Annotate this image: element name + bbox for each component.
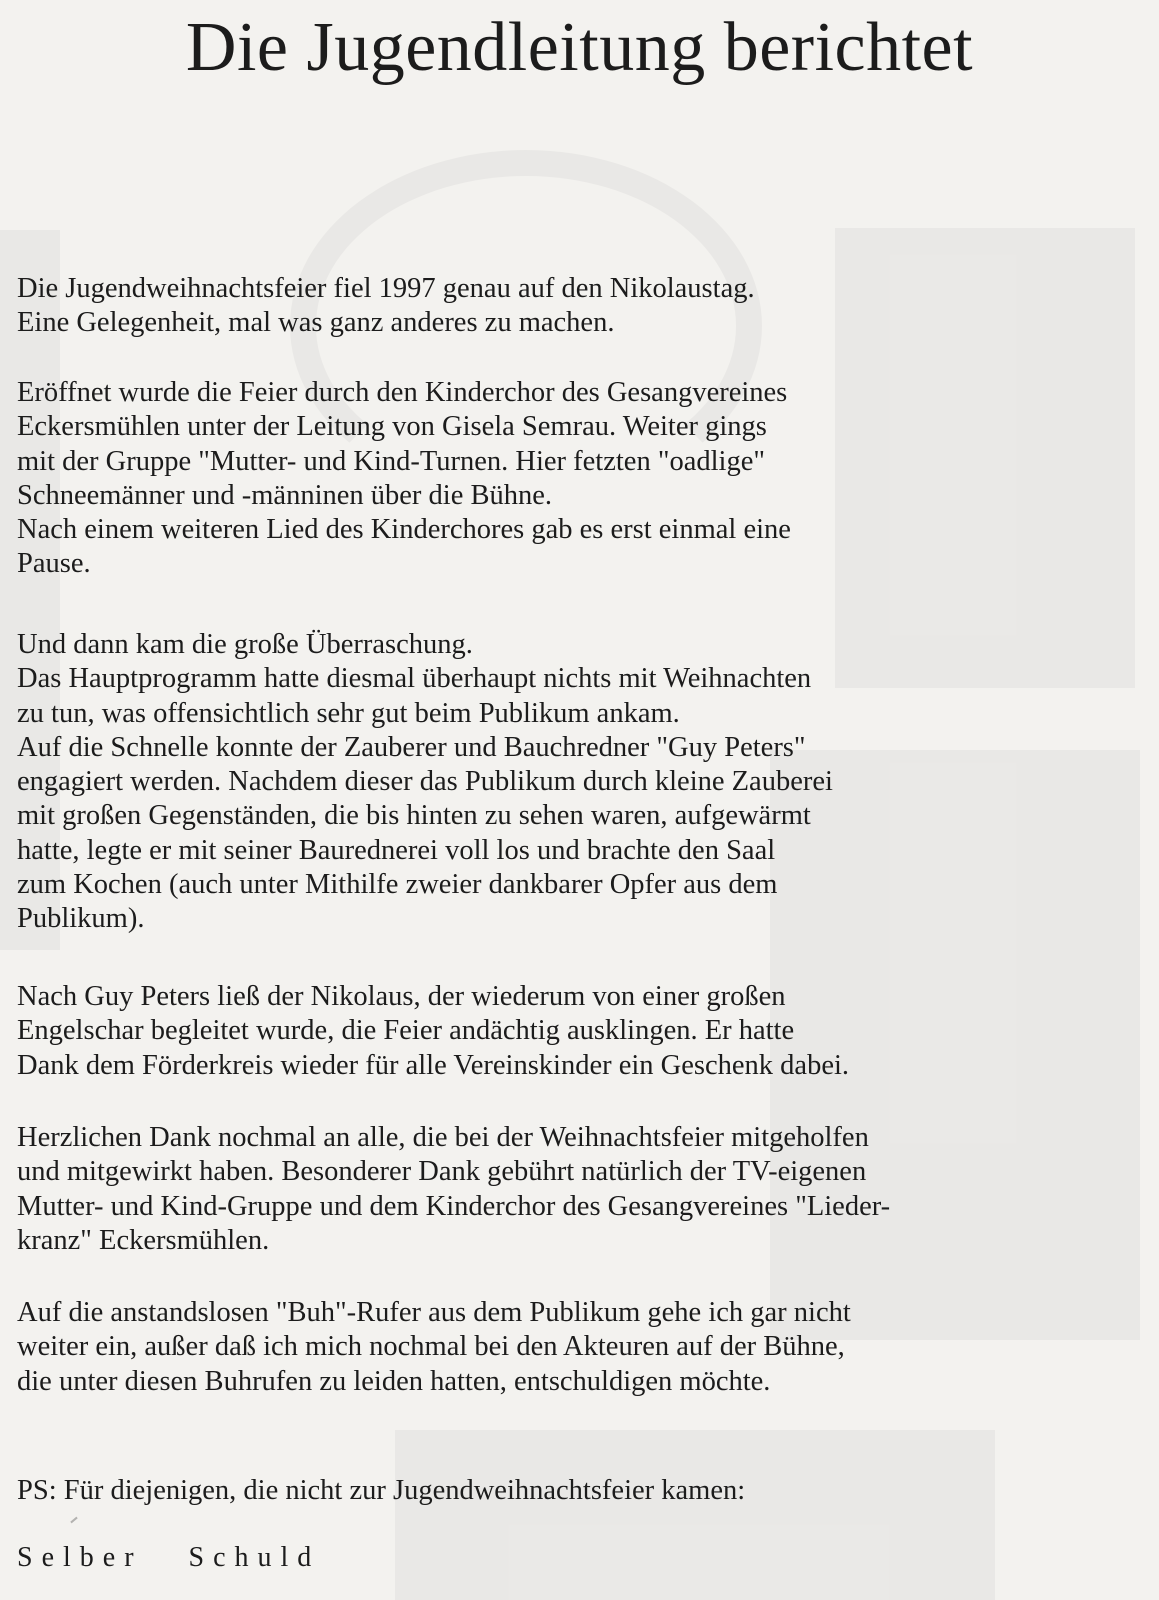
- paragraph-buh-rufer: Auf die anstandslosen "Buh"-Rufer aus dem Publikum gehe ich gar nicht weiter ein, außer daß ich mich nochmal bei den Akteuren auf der Bühne, die unter diesen Buhrufen zu leiden hatten, entschuldigen möchte.: [17, 1297, 851, 1397]
- paragraph-intro: Die Jugendweihnachtsfeier fiel 1997 genau auf den Nikolaustag. Eine Gelegenheit, mal was ganz anderes zu machen.: [17, 273, 755, 339]
- paragraph-postscript: PS: Für diejenigen, die nicht zur Jugendweihnachtsfeier kamen:: [17, 1475, 746, 1506]
- ink-speck: [70, 1517, 77, 1524]
- paragraph-nikolaus: Nach Guy Peters ließ der Nikolaus, der wiederum von einer großen Engelschar begleitet wurde, die Feier andächtig ausklingen. Er hatte Dank dem Förderkreis wieder für alle Vereinskinder ein Geschenk dabei.: [17, 981, 850, 1081]
- signature: Selber Schuld: [17, 1542, 321, 1573]
- page-title: Die Jugendleitung berichtet: [185, 9, 974, 86]
- paragraph-opening: Eröffnet wurde die Feier durch den Kinderchor des Gesangvereines Eckersmühlen unter der Leitung von Gisela Semrau. Weiter gings mit der Gruppe "Mutter- und Kind-Turnen. Hier fetzten "oadlige" Schneemänner und -männinen über die Bühne. Nach einem weiteren Lied des Kinderchores gab es erst einmal eine Pause.: [17, 377, 791, 580]
- paragraph-thanks: Herzlichen Dank nochmal an alle, die bei der Weihnachtsfeier mitgeholfen und mitgewirkt haben. Besonderer Dank gebührt natürlich der TV-eigenen Mutter- und Kind-Gruppe und dem Kinderchor des Gesangvereines "Lieder- kranz" Eckersmühlen.: [17, 1122, 891, 1256]
- paragraph-surprise: Und dann kam die große Überraschung. Das Hauptprogramm hatte diesmal überhaupt nichts mit Weihnachten zu tun, was offensichtlich sehr gut beim Publikum ankam. Auf die Schnelle konnte der Zauberer und Bauchredner "Guy Peters" engagiert werden. Nachdem dieser das Publikum durch kleine Zauberei mit großen Gegenständen, die bis hinten zu sehen waren, aufgewärmt hatte, legte er mit seiner Baurednerei voll los und brachte den Saal zum Kochen (auch unter Mithilfe zweier dankbarer Opfer aus dem Publikum).: [17, 629, 833, 935]
- show-through-block-bottom: [395, 1430, 995, 1600]
